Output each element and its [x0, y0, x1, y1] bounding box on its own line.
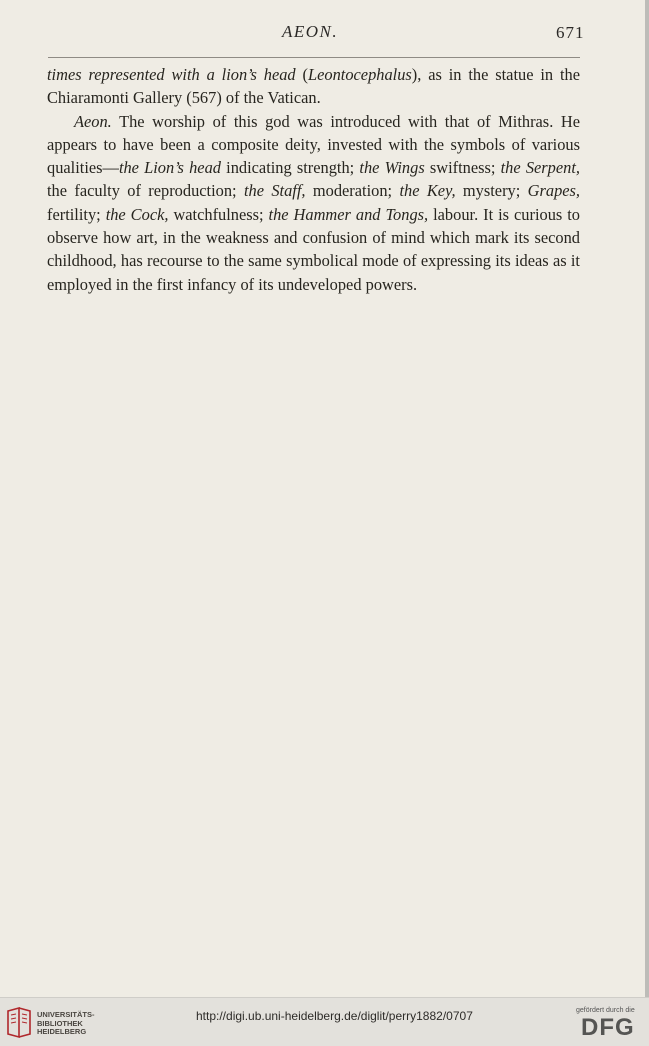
roman-text: ), as in the statue in the Chiaramonti Gallery (567) of the Vatican.: [47, 65, 581, 108]
body-text: [47, 63, 580, 296]
roman-text: labour. It is curious to observe how art, in the weakness and confusion of mind which mark its second childhood, has recourse to the same symbolical mode of expressing its ideas as it employed in the first infancy of its undeveloped powers.: [47, 204, 581, 294]
roman-text: watchfulness;: [168, 204, 269, 224]
library-line: UNIVERSITÄTS-: [37, 1010, 95, 1019]
roman-text: the faculty of reproduction;: [47, 181, 244, 201]
italic-text: the Staff,: [243, 181, 306, 201]
roman-text: moderation;: [305, 181, 400, 201]
italic-text: Aeon.: [74, 111, 112, 131]
roman-text: swiftness;: [424, 158, 501, 178]
italic-text: the Hammer and Tongs,: [268, 204, 429, 224]
italic-text: Grapes,: [527, 181, 581, 201]
library-line: HEIDELBERG: [37, 1027, 87, 1036]
header-rule: [48, 57, 580, 58]
university-library-name: [37, 1011, 95, 1037]
roman-text: The worship of this god was introduced with that of Mithras. He appears to have been a composite deity, invested with the symbols of various qualities—: [47, 111, 580, 178]
university-library-logo-icon: [5, 1007, 33, 1039]
sponsor-text: gefördert durch die: [576, 1007, 635, 1014]
paragraph-leontocephalus: [47, 63, 580, 110]
italic-text: the Wings: [359, 158, 425, 178]
permalink-url[interactable]: http://digi.ub.uni-heidelberg.de/diglit/perry1882/0707: [196, 1009, 473, 1023]
digitization-footer: [0, 997, 649, 1046]
roman-text: fertility;: [47, 204, 106, 224]
roman-text: (: [295, 65, 308, 84]
page-header: [0, 22, 645, 46]
roman-text: mystery;: [455, 181, 528, 201]
dfg-logo: DFG: [581, 1014, 635, 1041]
italic-text: Leontocephalus: [307, 65, 412, 84]
roman-text: indicating strength;: [220, 158, 360, 178]
page-number: 671: [556, 23, 585, 42]
italic-text: times represented with a lion’s head: [47, 65, 296, 84]
paragraph-aeon: [47, 110, 580, 296]
italic-text: the Cock,: [105, 204, 169, 224]
library-line: BIBLIOTHEK: [37, 1018, 83, 1028]
italic-text: the Key,: [399, 181, 456, 201]
italic-text: the Lion’s head: [118, 158, 221, 178]
italic-text: the Serpent,: [500, 158, 580, 178]
running-title: AEON.: [282, 22, 339, 41]
